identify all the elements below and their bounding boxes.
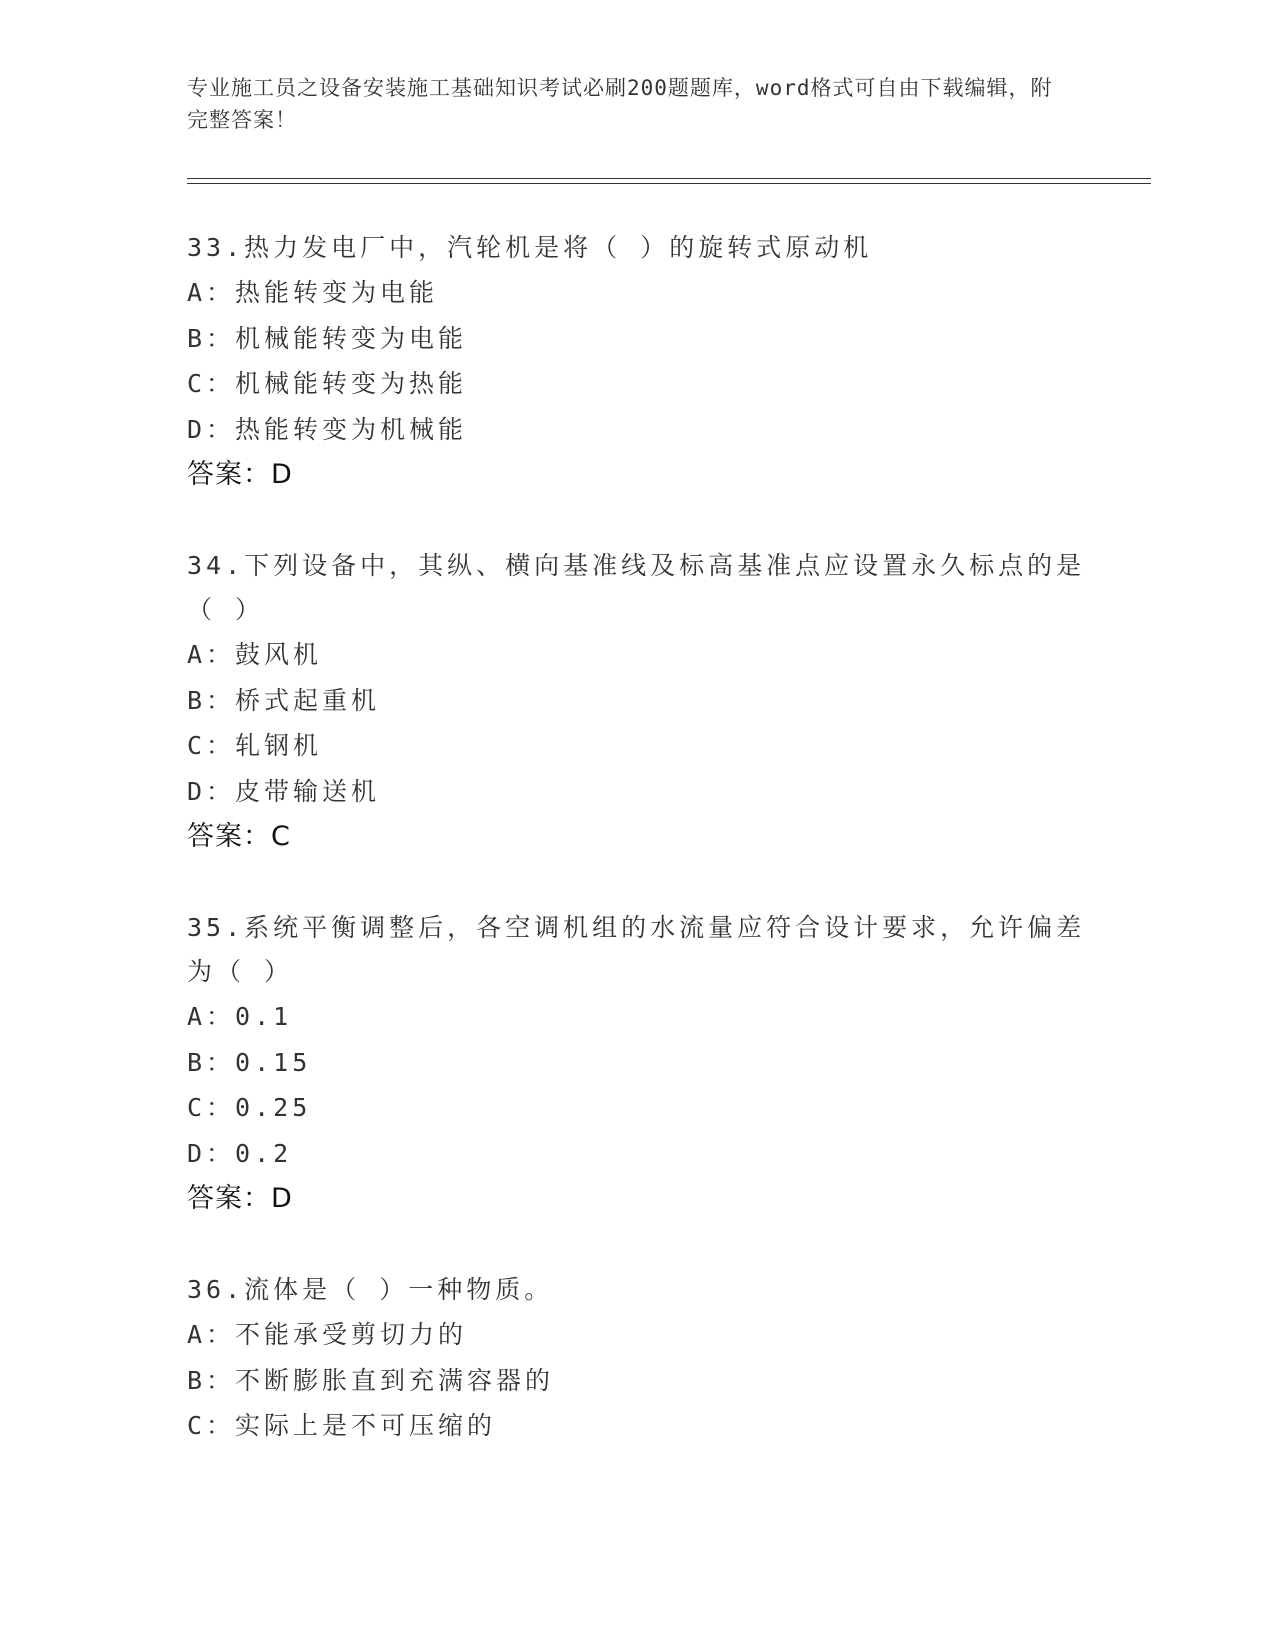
answer: 答案：C xyxy=(187,821,291,852)
option-a: A：不能承受剪切力的 xyxy=(187,1320,468,1349)
header-divider-top xyxy=(187,178,1151,179)
option-b: B：0.15 xyxy=(187,1047,312,1077)
document-header: 专业施工员之设备安装施工基础知识考试必刷200题题库，word格式可自由下载编辑，附完整答案！ xyxy=(187,76,1053,132)
option-b: B：机械能转变为电能 xyxy=(187,323,468,353)
question-35 xyxy=(187,906,1087,1221)
question-stem: 33.热力发电厂中，汽轮机是将（ ）的旋转式原动机 xyxy=(187,233,873,262)
option-b: B：桥式起重机 xyxy=(187,685,381,715)
question-33 xyxy=(187,226,1087,497)
question-stem: 34.下列设备中，其纵、横向基准线及标高基准点应设置永久标点的是（ ） xyxy=(187,551,1086,624)
option-a: A：热能转变为电能 xyxy=(187,278,439,307)
option-d: D：0.2 xyxy=(187,1138,293,1168)
answer: 答案：D xyxy=(187,459,293,490)
question-stem: 36.流体是（ ）一种物质。 xyxy=(187,1275,554,1304)
option-d: D：皮带输送机 xyxy=(187,776,381,806)
option-b: B：不断膨胀直到充满容器的 xyxy=(187,1365,555,1395)
answer: 答案：D xyxy=(187,1183,293,1214)
option-a: A：鼓风机 xyxy=(187,640,323,669)
option-c: C：实际上是不可压缩的 xyxy=(187,1411,497,1440)
question-36 xyxy=(187,1268,1087,1449)
option-c: C：机械能转变为热能 xyxy=(187,369,468,398)
question-stem: 35.系统平衡调整后，各空调机组的水流量应符合设计要求，允许偏差为（ ） xyxy=(187,913,1086,986)
option-c: C：0.25 xyxy=(187,1093,312,1122)
question-34 xyxy=(187,544,1087,859)
header-divider-bottom xyxy=(187,183,1151,184)
option-a: A：0.1 xyxy=(187,1002,293,1031)
option-c: C：轧钢机 xyxy=(187,731,323,760)
option-d: D：热能转变为机械能 xyxy=(187,414,468,444)
